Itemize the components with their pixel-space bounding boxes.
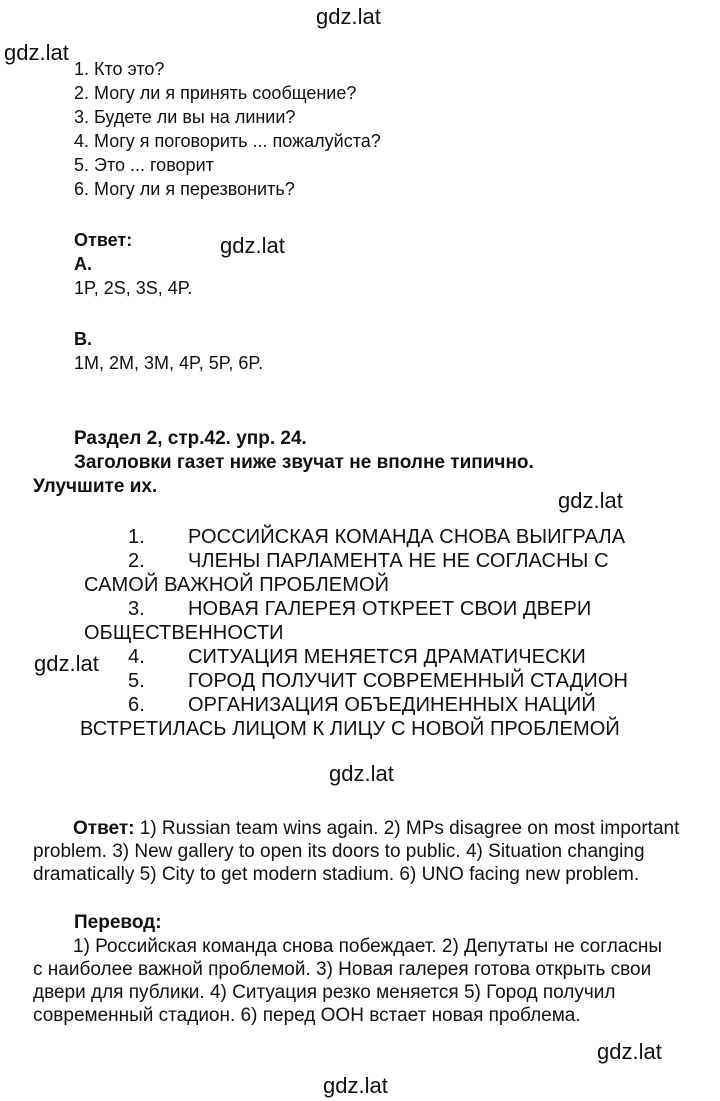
section-task-cont: Улучшите их. xyxy=(33,476,158,497)
question-4: 4. Могу я поговорить ... пожалуйста? xyxy=(74,131,381,151)
headline-1-text: РОССИЙСКАЯ КОМАНДА СНОВА ВЫИГРАЛА xyxy=(188,526,626,548)
question-5: 5. Это ... говорит xyxy=(74,155,214,175)
headline-1-number: 1. xyxy=(128,526,145,548)
answer-label: Ответ: xyxy=(74,230,133,250)
section-task: Заголовки газет ниже звучат не вполне типично. xyxy=(74,452,534,473)
headline-4-number: 4. xyxy=(128,646,145,668)
watermark-left-1: gdz.lat xyxy=(4,40,69,65)
translation-text: 1) Российская команда снова побеждает. 2) Депутаты не согласны с наиболее важной проблемой. 3) Новая галерея готова открыть свои двери для публики. 4) Ситуация резко меняется 5) Город получил современный стадион. 6) перед ООН встает новая проблема. xyxy=(33,936,663,1026)
headline-6-continued: ВСТРЕТИЛАСЬ ЛИЦОМ К ЛИЦУ С НОВОЙ ПРОБЛЕМОЙ xyxy=(80,718,620,740)
watermark-left-2: gdz.lat xyxy=(34,651,99,676)
headline-6-text: ОРГАНИЗАЦИЯ ОБЪЕДИНЕННЫХ НАЦИЙ xyxy=(188,694,596,716)
watermark-right-1: gdz.lat xyxy=(558,488,623,513)
answer-b-label: В. xyxy=(74,329,92,349)
answer-a-text: 1P, 2S, 3S, 4P. xyxy=(74,278,193,298)
headline-3-number: 3. xyxy=(128,598,145,620)
watermark-mid-2: gdz.lat xyxy=(329,761,394,786)
answer-english-paragraph xyxy=(33,817,681,886)
answer-b-text: 1M, 2M, 3M, 4P, 5P, 6P. xyxy=(74,353,264,373)
watermark-bottom: gdz.lat xyxy=(323,1073,388,1098)
headline-6-number: 6. xyxy=(128,694,145,716)
question-6: 6. Могу ли я перезвонить? xyxy=(74,179,295,199)
answer-english-label: Ответ: xyxy=(73,818,135,839)
headline-2-text: ЧЛЕНЫ ПАРЛАМЕНТА НЕ НЕ СОГЛАСНЫ С xyxy=(188,550,609,572)
headline-3-text: НОВАЯ ГАЛЕРЕЯ ОТКРЕЕТ СВОИ ДВЕРИ xyxy=(188,598,592,620)
headline-5-number: 5. xyxy=(128,670,145,692)
headline-2-number: 2. xyxy=(128,550,145,572)
headline-4-text: СИТУАЦИЯ МЕНЯЕТСЯ ДРАМАТИЧЕСКИ xyxy=(188,646,586,668)
watermark-mid-1: gdz.lat xyxy=(220,233,285,258)
headline-5-text: ГОРОД ПОЛУЧИТ СОВРЕМЕННЫЙ СТАДИОН xyxy=(188,670,629,692)
section-title: Раздел 2, стр.42. упр. 24. xyxy=(74,428,307,449)
watermark-right-2: gdz.lat xyxy=(597,1039,662,1064)
answer-english-text: 1) Russian team wins again. 2) MPs disagree on most important problem. 3) New gallery to open its doors to public. 4) Situation changing dramatically 5) City to get modern stadium. 6) UNO facing new problem. xyxy=(33,818,680,885)
answer-a-label: А. xyxy=(74,254,92,274)
watermark-top: gdz.lat xyxy=(316,4,381,29)
headline-3-continued: ОБЩЕСТВЕННОСТИ xyxy=(84,622,284,644)
question-3: 3. Будете ли вы на линии? xyxy=(74,107,296,127)
translation-label: Перевод: xyxy=(74,912,162,933)
question-1: 1. Кто это? xyxy=(74,59,165,79)
question-2: 2. Могу ли я принять сообщение? xyxy=(74,83,357,103)
headline-2-continued: САМОЙ ВАЖНОЙ ПРОБЛЕМОЙ xyxy=(84,574,390,596)
